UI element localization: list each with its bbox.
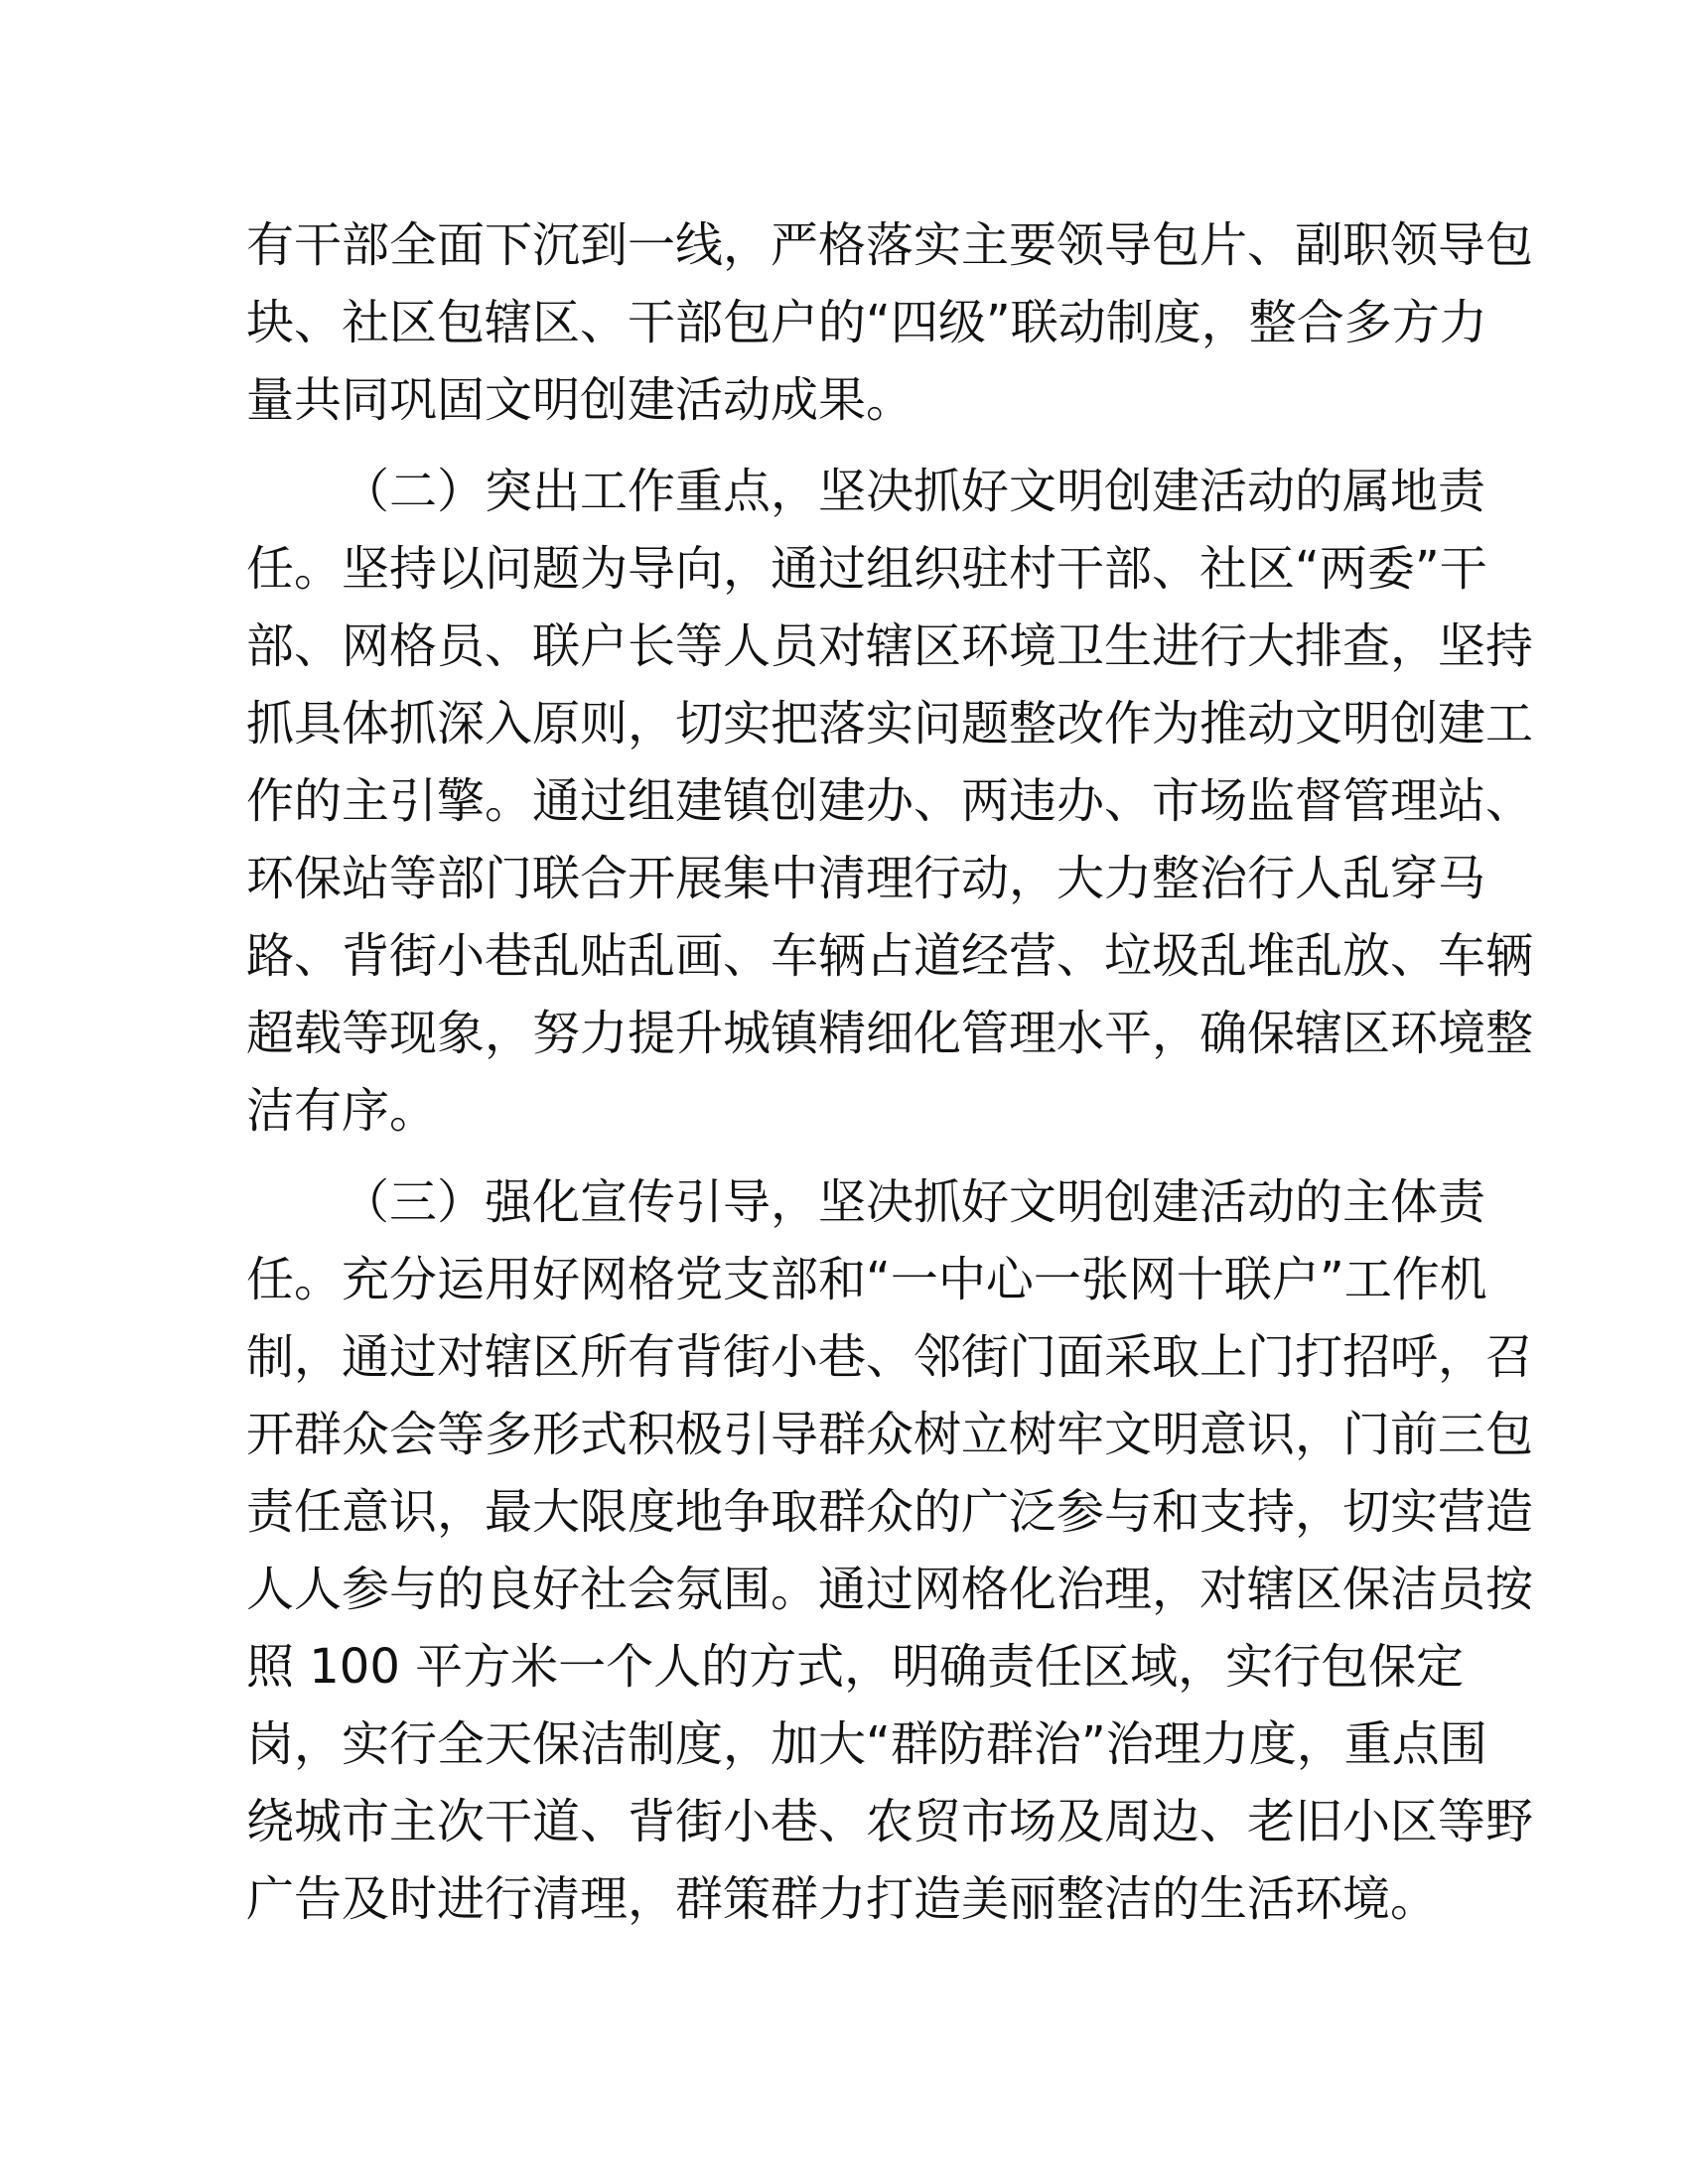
text-line: 路、背街小巷乱贴乱画、车辆占道经营、垃圾乱堆乱放、车辆 xyxy=(246,928,1534,984)
paragraph-continuation xyxy=(246,206,1534,439)
text-line: 抓具体抓深入原则，切实把落实问题整改作为推动文明创建工 xyxy=(246,696,1534,751)
text-line: 洁有序。 xyxy=(246,1083,438,1139)
text-line: 超载等现象，努力提升城镇精细化管理水平，确保辖区环境整 xyxy=(246,1006,1534,1061)
text-line: 作的主引擎。通过组建镇创建办、两违办、市场监督管理站、 xyxy=(246,773,1534,829)
text-line: 照 100 平方米一个人的方式，明确责任区域，实行包保定 xyxy=(246,1639,1465,1695)
text-line: 量共同巩固文明创建活动成果。 xyxy=(246,372,914,428)
text-line: （三）强化宣传引导，坚决抓好文明创建活动的主体责 xyxy=(342,1174,1486,1230)
text-line: 任。坚持以问题为导向，通过组织驻村干部、社区“两委”干 xyxy=(246,541,1487,597)
text-line: 人人参与的良好社会氛围。通过网格化治理，对辖区保洁员按 xyxy=(246,1562,1534,1617)
text-line: 任。充分运用好网格党支部和“一中心一张网十联户”工作机 xyxy=(246,1252,1487,1307)
text-line: 有干部全面下沉到一线，严格落实主要领导包片、副职领导包 xyxy=(246,217,1534,273)
paragraph-spacer xyxy=(246,1150,1438,1163)
document-body xyxy=(246,206,1534,1938)
text-line: 绕城市主次干道、背街小巷、农贸市场及周边、老旧小区等野 xyxy=(246,1794,1534,1849)
text-line: 部、网格员、联户长等人员对辖区环境卫生进行大排查，坚持 xyxy=(246,618,1534,674)
text-line: 制，通过对辖区所有背街小巷、邻街门面采取上门打招呼，召 xyxy=(246,1329,1534,1385)
text-line: 责任意识，最大限度地争取群众的广泛参与和支持，切实营造 xyxy=(246,1484,1534,1540)
text-line: 块、社区包辖区、干部包户的“四级”联动制度，整合多方力 xyxy=(246,295,1487,350)
text-line: 广告及时进行清理，群策群力打造美丽整洁的生活环境。 xyxy=(246,1871,1439,1927)
text-line: 环保站等部门联合开展集中清理行动，大力整治行人乱穿马 xyxy=(246,851,1486,906)
text-line: 开群众会等多形式积极引导群众树立树牢文明意识，门前三包 xyxy=(246,1407,1534,1462)
paragraph-section-3 xyxy=(246,1163,1534,1938)
paragraph-section-2 xyxy=(246,453,1534,1150)
paragraph-spacer xyxy=(246,439,1438,453)
text-line: （二）突出工作重点，坚决抓好文明创建活动的属地责 xyxy=(342,464,1486,519)
text-line: 岗，实行全天保洁制度，加大“群防群治”治理力度，重点围 xyxy=(246,1716,1487,1772)
